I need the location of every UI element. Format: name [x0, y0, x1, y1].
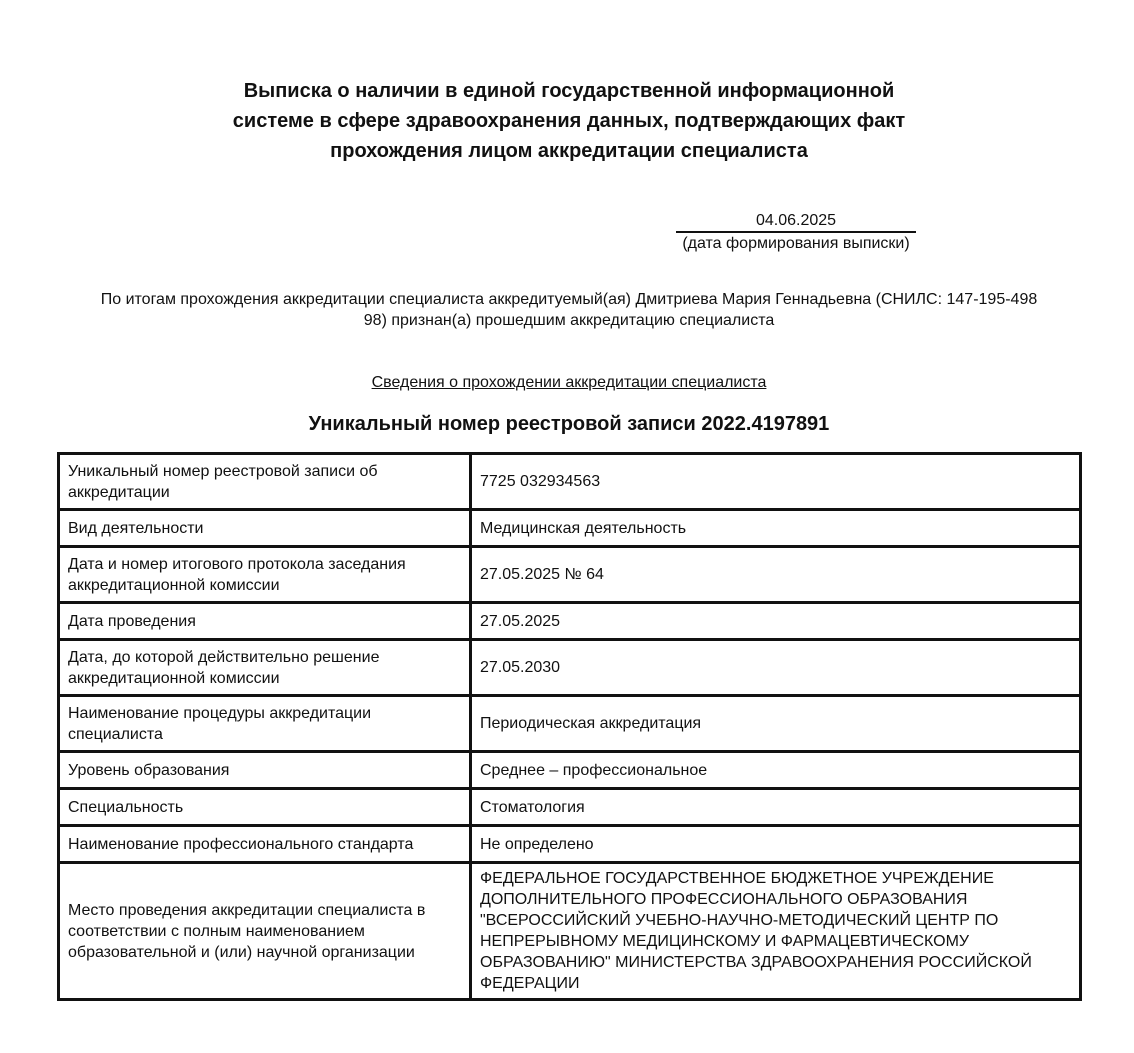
title-line-1: Выписка о наличии в единой государственной информационной — [243, 80, 895, 102]
row-label: Наименование процедуры аккредитации специалиста — [59, 696, 471, 752]
row-label: Специальность — [59, 789, 471, 826]
table-row — [59, 603, 1081, 640]
table-row — [59, 863, 1081, 1000]
section-title-text: Сведения о прохождении аккредитации специалиста — [371, 374, 767, 391]
row-value: 27.05.2025 — [471, 603, 1081, 640]
row-value: Стоматология — [471, 789, 1081, 826]
registry-number: Уникальный номер реестровой записи 2022.4197891 — [308, 413, 830, 435]
row-label: Уровень образования — [59, 752, 471, 789]
title-line-3: прохождения лицом аккредитации специалиста — [330, 140, 808, 162]
row-value: Не определено — [471, 826, 1081, 863]
table-row — [59, 547, 1081, 603]
intro-line-2: 98) признан(а) прошедшим аккредитацию специалиста — [363, 312, 775, 329]
intro-paragraph — [62, 289, 1076, 331]
section-title — [62, 373, 1076, 393]
row-label: Наименование профессионального стандарта — [59, 826, 471, 863]
issue-date-block — [670, 211, 922, 255]
table-row — [59, 826, 1081, 863]
row-value: ФЕДЕРАЛЬНОЕ ГОСУДАРСТВЕННОЕ БЮДЖЕТНОЕ УЧРЕЖДЕНИЕ ДОПОЛНИТЕЛЬНОГО ПРОФЕССИОНАЛЬНОГО ОБРАЗОВАНИЯ "ВСЕРОССИЙСКИЙ УЧЕБНО-НАУЧНО-МЕТОДИЧЕСКИЙ ЦЕНТР ПО НЕПРЕРЫВНОМУ МЕДИЦИНСКОМУ И ФАРМАЦЕВТИЧЕСКОМУ ОБРАЗОВАНИЮ" МИНИСТЕРСТВА ЗДРАВООХРАНЕНИЯ РОССИЙСКОЙ ФЕДЕРАЦИИ — [471, 863, 1081, 1000]
row-value: 27.05.2030 — [471, 640, 1081, 696]
document-title — [150, 76, 988, 166]
table-row — [59, 454, 1081, 510]
row-label: Дата проведения — [59, 603, 471, 640]
row-label: Дата и номер итогового протокола заседания аккредитационной комиссии — [59, 547, 471, 603]
accreditation-table — [57, 452, 1082, 1001]
row-value: Медицинская деятельность — [471, 510, 1081, 547]
issue-date-caption: (дата формирования выписки) — [682, 235, 910, 252]
row-label: Место проведения аккредитации специалиста в соответствии с полным наименованием образовательной и (или) научной организации — [59, 863, 471, 1000]
table-row — [59, 789, 1081, 826]
row-label: Уникальный номер реестровой записи об аккредитации — [59, 454, 471, 510]
table-row — [59, 696, 1081, 752]
issue-date: 04.06.2025 — [676, 211, 916, 233]
table-row — [59, 752, 1081, 789]
table-row — [59, 640, 1081, 696]
row-value: Периодическая аккредитация — [471, 696, 1081, 752]
intro-line-1: По итогам прохождения аккредитации специалиста аккредитуемый(ая) Дмитриева Мария Геннадьевна (СНИЛС: 147-195-498 — [100, 291, 1038, 308]
row-value: 7725 032934563 — [471, 454, 1081, 510]
row-value: Среднее – профессиональное — [471, 752, 1081, 789]
table-row — [59, 510, 1081, 547]
row-value: 27.05.2025 № 64 — [471, 547, 1081, 603]
row-label: Дата, до которой действительно решение аккредитационной комиссии — [59, 640, 471, 696]
row-label: Вид деятельности — [59, 510, 471, 547]
title-line-2: системе в сфере здравоохранения данных, подтверждающих факт — [232, 110, 906, 132]
